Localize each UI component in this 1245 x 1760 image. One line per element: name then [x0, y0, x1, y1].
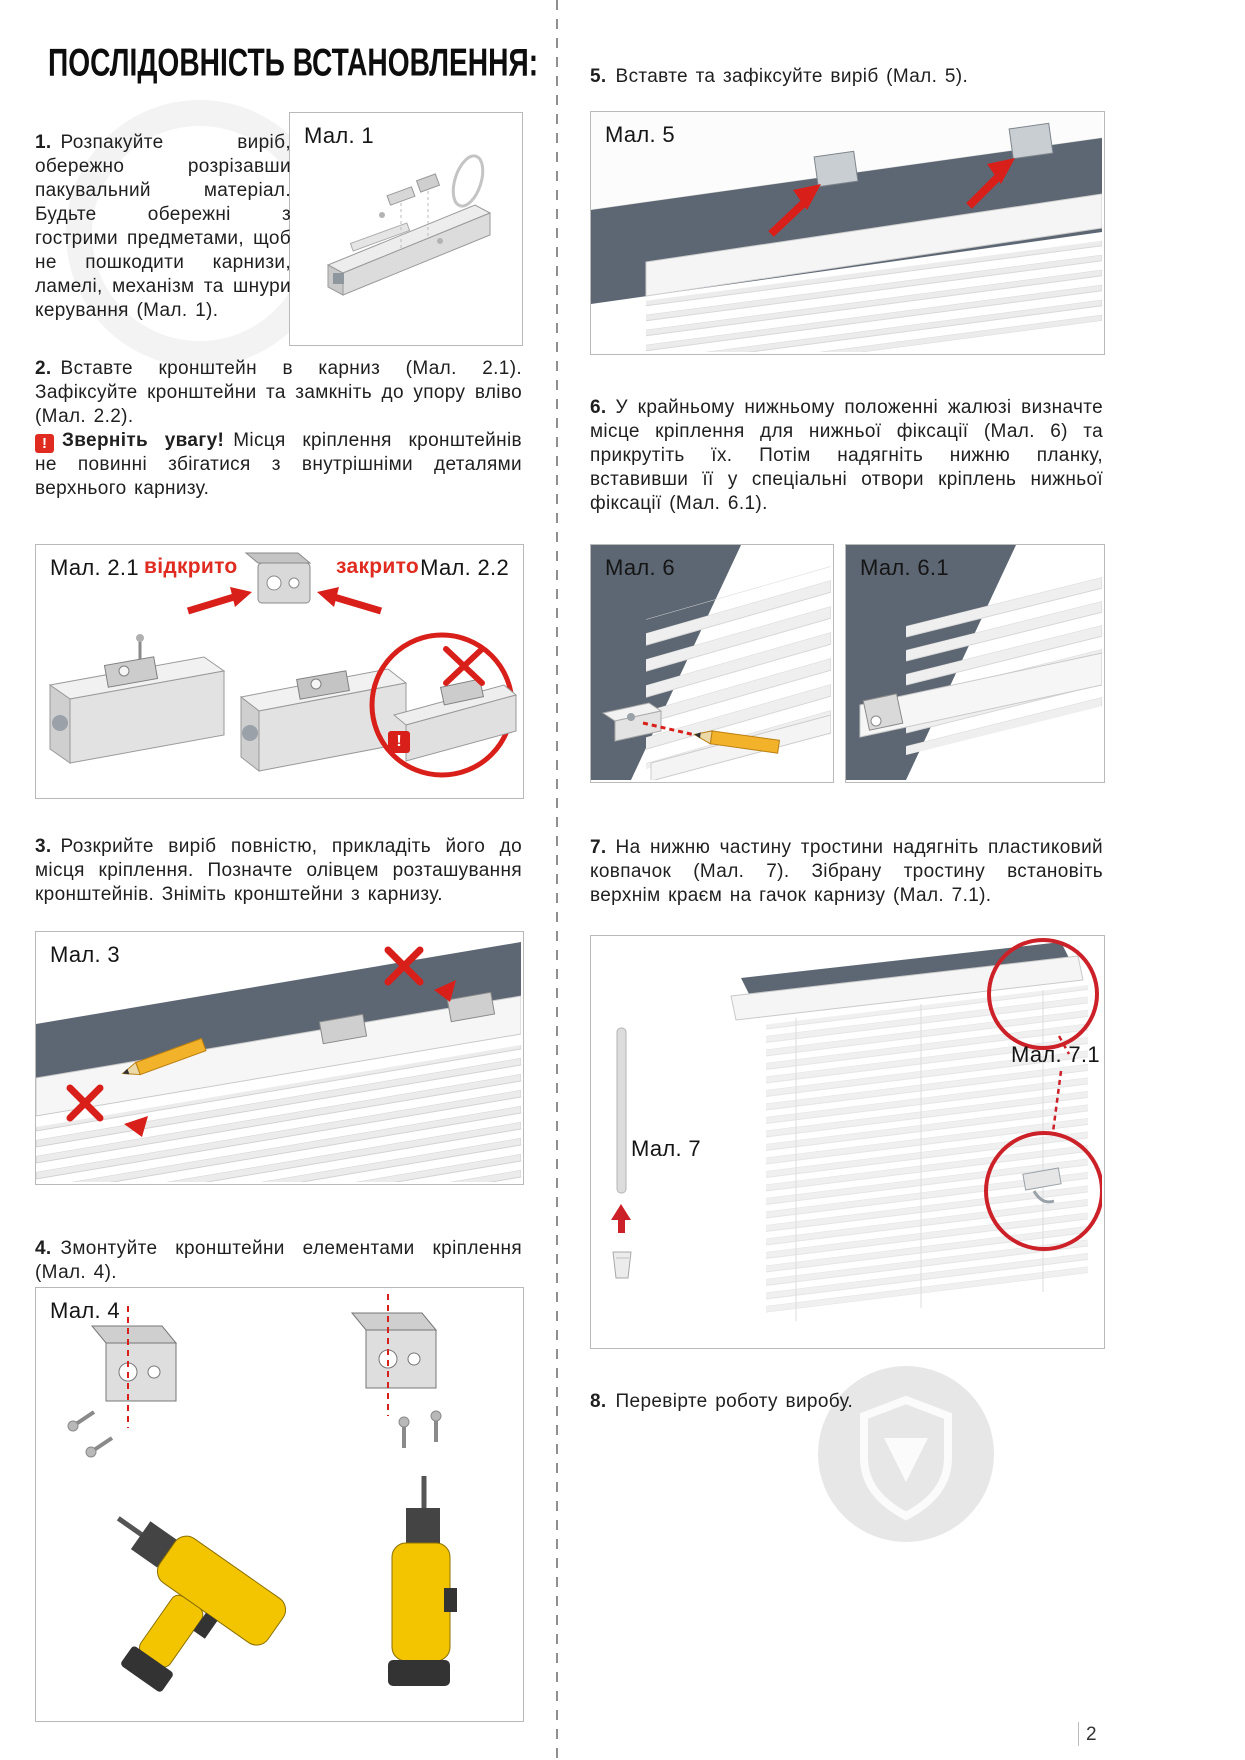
slats: [766, 985, 1088, 1313]
figure-3-label: Мал. 3: [50, 942, 120, 967]
figure-6-1: [845, 544, 1105, 783]
step-3: [35, 835, 522, 907]
step-7-text: На нижню частину тростини надягніть пластиковий ковпачок (Мал. 7). Зібрану тростину встановіть верхнім краєм на гачок карнизу (Мал. 7.1).: [590, 837, 1103, 906]
step-6-text: У крайньому нижньому положенні жалюзі визначте місце кріплення для нижньої фіксації (Мал. 6) та прикрутіть їх. Потім надягніть нижню планку, вставивши її у спеціальні отвори кріплень нижньої фіксації (Мал. 6.1).: [590, 397, 1103, 514]
plastic-cap: [613, 1252, 631, 1278]
figure-3-illustration: [36, 932, 521, 1182]
step-4-text: Змонтуйте кронштейни елементами кріплення (Мал. 4).: [35, 1238, 522, 1283]
closed-label: закрито: [336, 555, 420, 578]
figure-2-1-label: Мал. 2.1: [50, 555, 139, 580]
step-8-number: 8.: [590, 1391, 607, 1412]
figure-2-2-label: Мал. 2.2: [420, 555, 509, 580]
cornice-open: [50, 634, 224, 763]
bracket-icon: [352, 1294, 436, 1416]
step-4: [35, 1237, 522, 1285]
warning-bold: Зверніть увагу!: [62, 430, 225, 451]
footer-divider: [1078, 1722, 1079, 1746]
step-2-text: Вставте кронштейн в карниз (Мал. 2.1). Зафіксуйте кронштейни та замкніть до упору вліво (Мал. 2.2).: [35, 358, 522, 427]
bracket-icon: [92, 1306, 176, 1428]
step-1-text: Розпакуйте виріб, обережно розрізавши пакувальний матеріал. Будьте обережні з гострими предметами, щоб не пошкодити карнизи, ламелі, механізм та шнури керування (Мал. 1).: [35, 132, 291, 321]
open-label: відкрито: [144, 555, 238, 578]
step-3-text: Розкрийте виріб повністю, прикладіть його до місця кріплення. Позначте олівцем розташування кронштейнів. Зніміть кронштейни з карнизу.: [35, 836, 522, 905]
cross-mark-icon: [446, 649, 482, 683]
step-5: [590, 65, 1103, 89]
figure-6-1-label: Мал. 6.1: [860, 555, 949, 580]
cornice-exploded: [328, 152, 490, 295]
step-6-number: 6.: [590, 397, 607, 418]
warning-icon: !: [35, 434, 54, 453]
step-1-number: 1.: [35, 132, 52, 153]
bracket-icon: [246, 553, 310, 603]
figure-7-label: Мал. 7: [631, 1136, 701, 1161]
step-1: [35, 131, 291, 323]
step-6: [590, 396, 1103, 516]
step-3-number: 3.: [35, 836, 52, 857]
step-7: [590, 836, 1103, 908]
screws: [68, 1411, 441, 1457]
figure-5-illustration: [591, 112, 1102, 352]
figure-4: [35, 1287, 524, 1722]
figure-6: [590, 544, 834, 783]
fixation-bracket: [863, 694, 902, 730]
column-divider: [556, 0, 558, 1760]
page-title: ПОСЛІДОВНІСТЬ ВСТАНОВЛЕННЯ:: [48, 40, 539, 84]
step-7-number: 7.: [590, 837, 607, 858]
step-5-number: 5.: [590, 66, 607, 87]
figure-4-illustration: [36, 1288, 521, 1719]
drill-icon: [50, 1496, 291, 1719]
figure-6-label: Мал. 6: [605, 555, 675, 580]
figure-5-label: Мал. 5: [605, 122, 675, 147]
figure-4-label: Мал. 4: [50, 1298, 120, 1323]
cornice-closed: [241, 669, 406, 771]
step-4-number: 4.: [35, 1238, 52, 1259]
warning-text: Місця кріплення кронштейнів не повинні збігатися з внутрішніми деталями верхнього карнизу.: [35, 430, 522, 499]
wand: [611, 1028, 631, 1278]
step-8: [590, 1390, 1103, 1414]
step-8-text: Перевірте роботу виробу.: [615, 1391, 854, 1412]
step-5-text: Вставте та зафіксуйте виріб (Мал. 5).: [615, 66, 969, 87]
figure-3: [35, 931, 524, 1185]
figure-5: [590, 111, 1105, 355]
step-2-warning: [35, 429, 522, 501]
step-2: [35, 357, 522, 501]
warning-icon: !: [388, 731, 410, 753]
page-number: 2: [1086, 1724, 1097, 1745]
figure-1: [289, 112, 523, 346]
red-arrow-icon: [611, 1204, 631, 1220]
figure-1-label: Мал. 1: [304, 123, 374, 148]
figure-2-illustration: [36, 545, 521, 796]
bracket-icon: [814, 151, 858, 186]
drill-icon: [388, 1476, 457, 1686]
cord-loop: [448, 152, 489, 209]
figure-2: [35, 544, 524, 799]
bracket-icon: [1009, 123, 1053, 158]
figure-7: [590, 935, 1105, 1349]
figure-7-1-label: Мал. 7.1: [1011, 1042, 1100, 1067]
step-2-number: 2.: [35, 358, 52, 379]
